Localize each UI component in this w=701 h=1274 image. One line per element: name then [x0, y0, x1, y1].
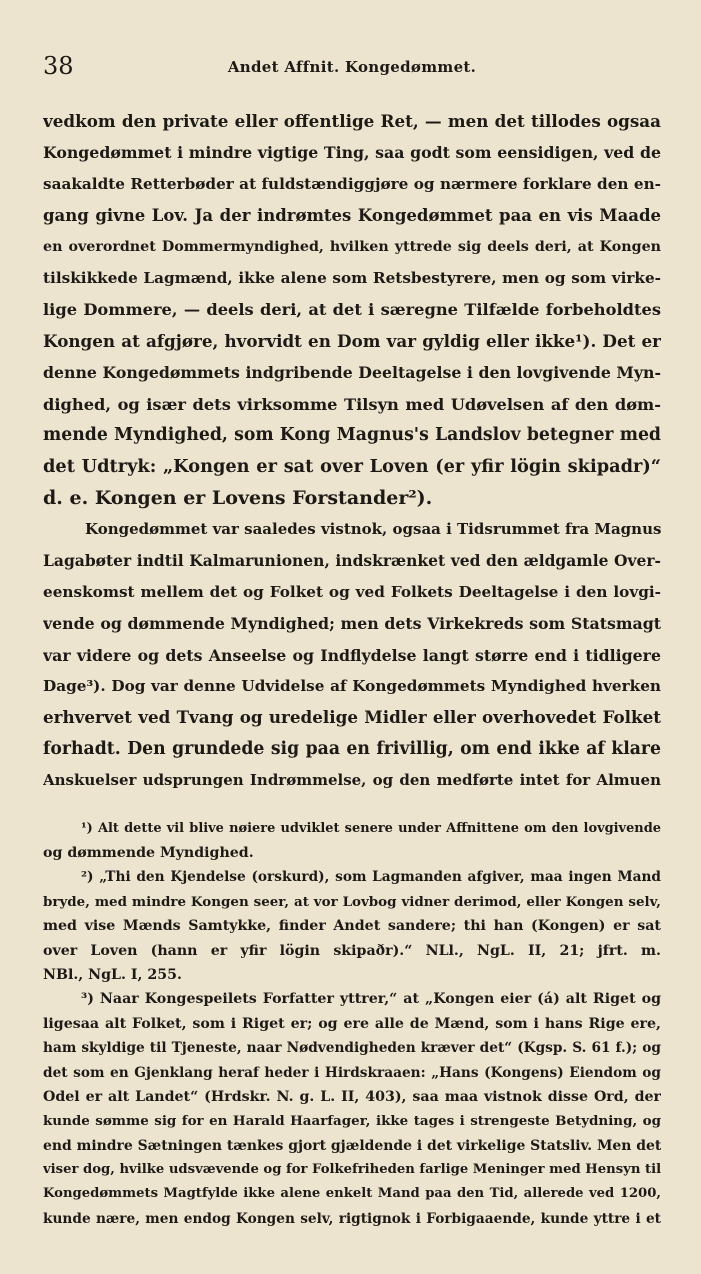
- footnote-line: det som en Gjenklang heraf heder i Hirdskraaen: „Hans (Kongens) Eiendom og: [43, 1064, 661, 1081]
- footnote-line: ³) Naar Kongespeilets Forfatter yttrer,“ at „Kongen eier (á) alt Riget og: [81, 991, 661, 1008]
- page-header: [43, 52, 661, 84]
- page-number: 38: [43, 52, 74, 80]
- footnote-line: Kongedømmets Magtfylde ikke alene enkelt Mand paa den Tid, allerede ved 1200,: [43, 1186, 661, 1202]
- body-line: Anskuelser udsprungen Indrømmelse, og den medførte intet for Almuen: [43, 771, 661, 790]
- footnote-line: ¹) Alt dette vil blive nøiere udviklet senere under Affnittene om den lovgivende: [81, 820, 661, 836]
- body-line: vedkom den private eller offentlige Ret, — men det tillodes ogsaa: [43, 111, 661, 131]
- footnote-line: kunde nære, men endog Kongen selv, rigtignok i Forbigaaende, kunde yttre i et: [43, 1210, 661, 1227]
- body-line: Lagabøter indtil Kalmarunionen, indskrænket ved den ældgamle Over-: [43, 551, 661, 571]
- body-line: vende og dømmende Myndighed; men dets Virkekreds som Statsmagt: [43, 614, 661, 634]
- body-line: Dage³). Dog var denne Udvidelse af Kongedømmets Myndighed hverken: [43, 677, 661, 696]
- footnote-line: ligesaa alt Folket, som i Riget er; og ere alle de Mænd, som i hans Rige ere,: [43, 1015, 661, 1032]
- body-line: Kongedømmet i mindre vigtige Ting, saa godt som eensidigen, ved de: [43, 143, 661, 163]
- body-line: d. e. Kongen er Lovens Forstander²).: [43, 486, 433, 509]
- body-line: saakaldte Retterbøder at fuldstændiggjøre og nærmere forklare den en-: [43, 174, 661, 193]
- body-line: en overordnet Dommermyndighed, hvilken yttrede sig deels deri, at Kongen: [43, 238, 661, 255]
- body-line: dighed, og især dets virksomme Tilsyn med Udøvelsen af den døm-: [43, 394, 661, 414]
- footnotes: [43, 817, 661, 1232]
- body-line: forhadt. Den grundede sig paa en frivillig, om end ikke af klare: [43, 738, 661, 759]
- footnote-line: NBl., NgL. I, 255.: [43, 966, 182, 983]
- body-line: det Udtryk: „Kongen er sat over Loven (er yfir lögin skipadr)“: [43, 456, 661, 478]
- footnote-line: med vise Mænds Samtykke, finder Andet sandere; thi han (Kongen) er sat: [43, 918, 661, 935]
- body-line: Kongen at afgjøre, hvorvidt en Dom var gyldig eller ikke¹). Det er: [43, 330, 661, 351]
- body-line: erhvervet ved Tvang og uredelige Midler eller overhovedet Folket: [43, 707, 661, 728]
- running-head: Andet Affnit. Kongedømmet.: [227, 58, 477, 76]
- footnote-line: bryde, med mindre Kongen seer, at vor Lovbog vidner derimod, eller Kongen selv,: [43, 893, 661, 910]
- body-line: eenskomst mellem det og Folket og ved Folkets Deeltagelse i den lovgi-: [43, 582, 661, 601]
- footnote-line: end mindre Sætningen tænkes gjort gjældende i det virkelige Statsliv. Men det: [43, 1137, 661, 1154]
- footnote-line: over Loven (hann er yfir lögin skipaðr).“ NLl., NgL. II, 21; jfrt. m.: [43, 942, 661, 959]
- body-line: mende Myndighed, som Kong Magnus's Landslov betegner med: [43, 424, 661, 445]
- footnote-line: kunde sømme sig for en Harald Haarfager, ikke tages i strengeste Betydning, og: [43, 1113, 661, 1130]
- body-line: denne Kongedømmets indgribende Deeltagelse i den lovgivende Myn-: [43, 363, 661, 383]
- footnote-line: ²) „Thi den Kjendelse (orskurd), som Lagmanden afgiver, maa ingen Mand: [81, 869, 661, 886]
- body-line: lige Dommere, — deels deri, at det i særegne Tilfælde forbeholdtes: [43, 300, 661, 320]
- footnote-line: og dømmende Myndighed.: [43, 844, 254, 861]
- footnote-line: Odel er alt Landet“ (Hrdskr. N. g. L. II, 403), saa maa vistnok disse Ord, der: [43, 1088, 661, 1105]
- footnote-line: viser dog, hvilke udsvævende og for Folkefriheden farlige Meninger med Hensyn til: [43, 1162, 661, 1178]
- footnote-line: ham skyldige til Tjeneste, naar Nødvendigheden kræver det“ (Kgsp. S. 61 f.); og: [43, 1040, 661, 1057]
- body-line: gang givne Lov. Ja der indrømtes Kongedømmet paa en vis Maade: [43, 206, 661, 226]
- body-line: tilskikkede Lagmænd, ikke alene som Retsbestyrere, men og som virke-: [43, 268, 661, 287]
- body-line: Kongedømmet var saaledes vistnok, ogsaa i Tidsrummet fra Magnus: [85, 520, 661, 539]
- body-text: [43, 106, 661, 797]
- body-line: var videre og dets Anseelse og Indflydelse langt større end i tidligere: [43, 645, 661, 665]
